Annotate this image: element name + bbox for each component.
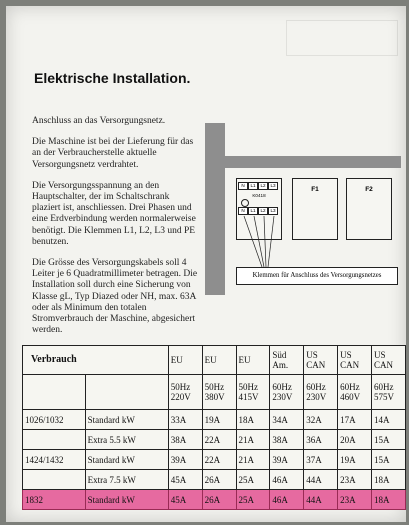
- consumption-table: [22, 345, 406, 510]
- terminal-l2: L2: [258, 207, 268, 215]
- frequency-cell: 60Hz 460V: [338, 375, 372, 410]
- value-cell: 34A: [270, 410, 304, 430]
- value-cell: 19A: [202, 410, 236, 430]
- frequency-cell: 60Hz 230V: [270, 375, 304, 410]
- region-cell: EU: [236, 346, 270, 375]
- value-cell: 46A: [270, 470, 304, 490]
- frequency-cell: 50Hz 220V: [168, 375, 202, 410]
- value-cell: 39A: [168, 450, 202, 470]
- frequency-cell: 60Hz 230V: [304, 375, 338, 410]
- page-title: Elektrische Installation.: [34, 70, 191, 86]
- paragraph-connection: Anschluss an das Versorgungsnetz.: [32, 116, 166, 126]
- frequency-cell: 50Hz 415V: [236, 375, 270, 410]
- terminal-l1: L1: [248, 207, 258, 215]
- value-cell: 18A: [372, 470, 406, 490]
- terminal-l2: L2: [258, 182, 268, 190]
- value-cell: 26A: [202, 490, 236, 510]
- cabinet-diagram: [200, 118, 404, 304]
- model-cell: 1424/1432: [23, 450, 86, 470]
- value-cell: 45A: [168, 490, 202, 510]
- value-cell: 25A: [236, 490, 270, 510]
- value-cell: 37A: [304, 450, 338, 470]
- model-cell: 1026/1032: [23, 410, 86, 430]
- table-frequency-row: [23, 375, 406, 410]
- value-cell: 39A: [270, 450, 304, 470]
- type-cell: Extra 7.5 kW: [85, 470, 168, 490]
- terminal-l3: L3: [268, 207, 278, 215]
- terminal-l3: L3: [268, 182, 278, 190]
- fuse-label-f1: F1: [311, 186, 319, 193]
- value-cell: 25A: [236, 470, 270, 490]
- value-cell: 21A: [236, 450, 270, 470]
- region-cell: US CAN: [338, 346, 372, 375]
- value-cell: 44A: [304, 470, 338, 490]
- type-cell: Standard kW: [85, 410, 168, 430]
- value-cell: 44A: [304, 490, 338, 510]
- paragraph-cable-size: Die Grösse des Versorgungskabels soll 4 Leiter je 6 Quadratmillimeter betragen. Die Installation soll durch eine Sicherung von Klasse gL, Typ Diazed oder NH, max. 63A oder als Minimum den totalen Stromverbrauch der Maschine, abgesichert werden.: [32, 258, 198, 336]
- type-cell: Standard kW: [85, 490, 168, 510]
- value-cell: 45A: [168, 470, 202, 490]
- body-text: [32, 116, 200, 346]
- value-cell: 20A: [338, 430, 372, 450]
- value-cell: 23A: [338, 490, 372, 510]
- table-row: [23, 430, 406, 450]
- terminal-callout: Klemmen für Anschluss des Versorgungsnetzes: [236, 267, 398, 285]
- value-cell: 15A: [372, 450, 406, 470]
- value-cell: 19A: [338, 450, 372, 470]
- value-cell: 22A: [202, 450, 236, 470]
- value-cell: 33A: [168, 410, 202, 430]
- value-cell: 22A: [202, 430, 236, 450]
- table-header-row: [23, 346, 406, 375]
- value-cell: 38A: [270, 430, 304, 450]
- terminal-n: N: [238, 182, 248, 190]
- type-cell: Extra 5.5 kW: [85, 430, 168, 450]
- value-cell: 18A: [372, 490, 406, 510]
- value-cell: 26A: [202, 470, 236, 490]
- value-cell: 38A: [168, 430, 202, 450]
- region-cell: Süd Am.: [270, 346, 304, 375]
- value-cell: 17A: [338, 410, 372, 430]
- value-cell: 46A: [270, 490, 304, 510]
- paragraph-supply-voltage: Die Versorgungsspannung an den Hauptschalter, der im Schaltschrank plaziert ist, anschliessen. Drei Phasen und eine Erdverbindung werden normalerweise benötigt. Die Klemmen L1, L2, L3 und PE benutzen.: [32, 180, 196, 247]
- frequency-cell: 60Hz 575V: [372, 375, 406, 410]
- fuse-label-f2: F2: [365, 186, 373, 193]
- document-page: [6, 6, 406, 522]
- value-cell: 36A: [304, 430, 338, 450]
- model-cell: [23, 470, 86, 490]
- terminal-l1: L1: [248, 182, 258, 190]
- table-title: Verbrauch: [23, 346, 169, 375]
- empty-cell: [23, 375, 86, 410]
- table-row: [23, 450, 406, 470]
- terminal-code: K0418: [252, 193, 266, 198]
- value-cell: 21A: [236, 430, 270, 450]
- table-row-highlighted: [23, 490, 406, 510]
- terminal-n: N: [238, 207, 248, 215]
- model-cell: 1832: [23, 490, 86, 510]
- value-cell: 14A: [372, 410, 406, 430]
- region-cell: US CAN: [304, 346, 338, 375]
- paragraph-wiring: Die Maschine ist bei der Lieferung für das an der Verbraucherstelle aktuelle Versorgungsnetz verdrahtet.: [32, 137, 194, 170]
- region-cell: US CAN: [372, 346, 406, 375]
- empty-cell: [85, 375, 168, 410]
- model-cell: [23, 430, 86, 450]
- type-cell: Standard kW: [85, 450, 168, 470]
- value-cell: 32A: [304, 410, 338, 430]
- region-cell: EU: [168, 346, 202, 375]
- table-row: [23, 410, 406, 430]
- bleed-through-logo: [286, 20, 398, 56]
- value-cell: 15A: [372, 430, 406, 450]
- region-cell: EU: [202, 346, 236, 375]
- value-cell: 18A: [236, 410, 270, 430]
- value-cell: 23A: [338, 470, 372, 490]
- frequency-cell: 50Hz 380V: [202, 375, 236, 410]
- table-row: [23, 470, 406, 490]
